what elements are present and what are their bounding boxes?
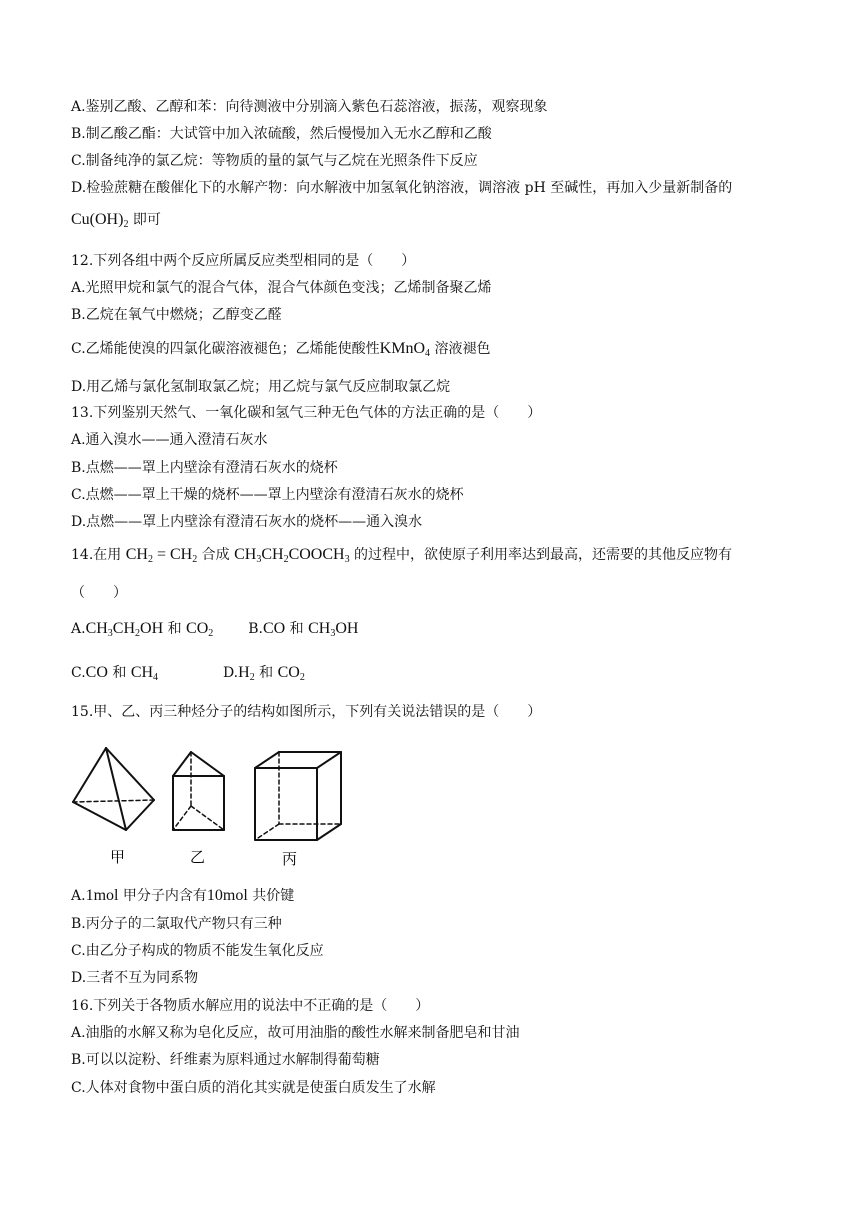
q13-stem: 13.下列鉴别天然气、一氧化碳和氢气三种无色气体的方法正确的是（ ） (71, 405, 542, 421)
q15-option-d: D.三者不互为同系物 (71, 970, 199, 986)
q15-stem: 15.甲、乙、丙三种烃分子的结构如图所示，下列有关说法错误的是（ ） (71, 704, 542, 720)
structures-svg (68, 740, 368, 870)
q15-option-c: C.由乙分子构成的物质不能发生氧化反应 (71, 943, 324, 959)
q14-paren: （ ） (71, 585, 127, 601)
q13-option-d: D.点燃——罩上内壁涂有澄清石灰水的烧杯——通入溴水 (71, 514, 423, 530)
q11-option-b: B.制乙酸乙酯：大试管中加入浓硫酸，然后慢慢加入无水乙醇和乙酸 (71, 126, 492, 142)
q14-stem: 14.在用 $CH_2 = CH_2$ 合成 $CH_3CH_2COOCH_3$ 的过程中，欲使原子利用率达到最高，还需要的其他反应物有 (71, 546, 733, 565)
q16-option-a: A.油脂的水解又称为皂化反应，故可用油脂的酸性水解来制备肥皂和甘油 (71, 1025, 520, 1041)
label-yi: 乙 (190, 848, 206, 866)
tetrahedron-shape (73, 748, 154, 830)
q12-option-b: B.乙烷在氧气中燃烧；乙醇变乙醛 (71, 307, 282, 323)
cube-shape (255, 752, 341, 840)
q16-option-c: C.人体对食物中蛋白质的消化其实就是使蛋白质发生了水解 (71, 1080, 436, 1096)
molecule-structures-figure (68, 740, 368, 870)
q11-option-a: A.鉴别乙酸、乙醇和苯：向待测液中分别滴入紫色石蕊溶液，振荡，观察现象 (71, 99, 548, 115)
q13-option-c: C.点燃——罩上干燥的烧杯——罩上内壁涂有澄清石灰水的烧杯 (71, 487, 464, 503)
q12-option-c: C.乙烯能使溴的四氯化碳溶液褪色；乙烯能使酸性KMnO$_4$ 溶液褪色 (71, 340, 491, 359)
q15-option-a: A.1mol 甲分子内含有10mol 共价键 (71, 887, 295, 904)
q11-option-d: D.检验蔗糖在酸催化下的水解产物：向水解液中加氢氧化钠溶液，调溶液 pH 至碱性，再加入少量新制备的 (71, 180, 733, 196)
q12-stem: 12.下列各组中两个反应所属反应类型相同的是（ ） (71, 253, 416, 269)
q15-option-b: B.丙分子的二氯取代产物只有三种 (71, 916, 282, 932)
q11-option-d-continuation: $Cu(OH)_2$ 即可 (71, 211, 161, 230)
q12-option-a: A.光照甲烷和氯气的混合气体，混合气体颜色变浅；乙烯制备聚乙烯 (71, 280, 492, 296)
ethylene-formula: $CH_2 = CH_2$ (125, 546, 198, 565)
prism-shape (173, 752, 224, 830)
q13-option-b: B.点燃——罩上内壁涂有澄清石灰水的烧杯 (71, 460, 338, 476)
q11-option-c: C.制备纯净的氯乙烷：等物质的量的氯气与乙烷在光照条件下反应 (71, 153, 478, 169)
q14-options-ab: $A.CH_3CH_2OH$ 和 $CO_2$ B.CO 和 $CH_3OH$ (71, 620, 359, 639)
q13-option-a: A.通入溴水——通入澄清石灰水 (71, 432, 268, 448)
q12-option-d: D.用乙烯与氯化氢制取氯乙烷；用乙烷与氯气反应制取氯乙烷 (71, 379, 451, 395)
methyl-propanoate-formula: $CH_3CH_2COOCH_3$ (234, 546, 350, 565)
q16-stem: 16.下列关于各物质水解应用的说法中不正确的是（ ） (71, 998, 430, 1014)
q16-option-b: B.可以以淀粉、纤维素为原料通过水解制得葡萄糖 (71, 1052, 380, 1068)
kmno4-formula: KMnO$_4$ (379, 340, 431, 359)
label-bing: 丙 (282, 850, 298, 868)
q14-options-cd: C.CO 和 $CH_4$ $D.H_2$ 和 $CO_2$ (71, 664, 305, 683)
label-jia: 甲 (110, 848, 126, 866)
cu-oh2-formula: $Cu(OH)_2$ (71, 211, 129, 230)
